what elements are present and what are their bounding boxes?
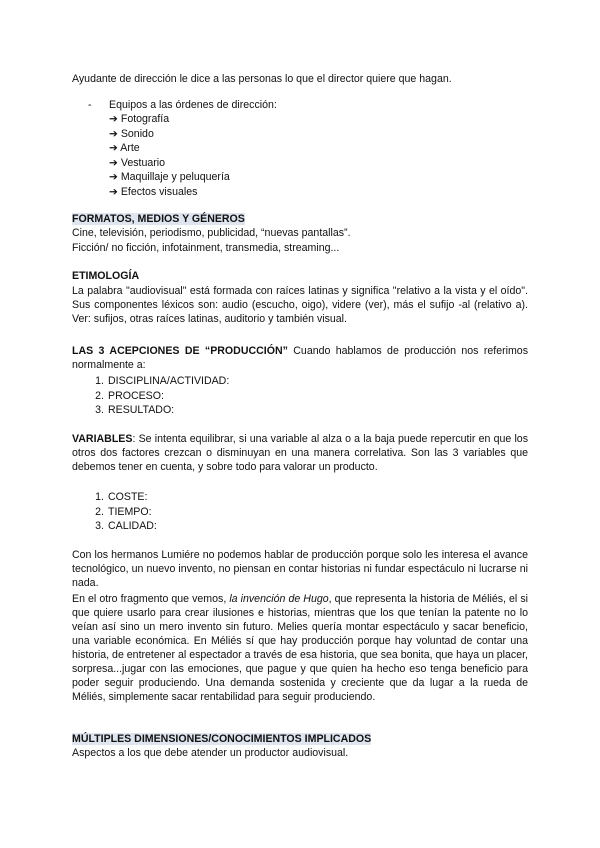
bullet-dash: - xyxy=(88,99,92,111)
dimensiones-text: Aspectos a los que debe atender un productor audiovisual. xyxy=(72,747,349,759)
section-heading-variables: VARIABLES xyxy=(72,433,133,445)
list-item: ➔ Sonido xyxy=(109,127,154,140)
list-item: ➔ Fotografía xyxy=(109,113,170,125)
intro-text: Ayudante de dirección le dice a las personas lo que el director quiere que hagan. xyxy=(72,73,452,85)
list-item: DISCIPLINA/ACTIVIDAD: xyxy=(108,375,230,387)
list-number: 1. xyxy=(95,375,104,387)
arrow-icon: ➔ xyxy=(109,156,118,169)
list-item: PROCESO: xyxy=(108,389,164,402)
arrow-icon: ➔ xyxy=(109,185,118,198)
lumiere-paragraph: Con los hermanos Lumiére no podemos hablar de producción porque solo les interesa el avance tecnológico, un nuevo invento, no piensan en contar historias ni fundar espectáculo ni lucrarse ni nada. xyxy=(72,549,528,589)
equipos-label: Equipos a las órdenes de dirección: xyxy=(109,99,277,111)
variables-paragraph: VARIABLES: Se intenta equilibrar, si una variable al alza o a la baja puede repercutir en que los otros dos factores crezcan o disminuyan en una manera correlativa. Son las 3 variables que debemos tener en cuenta, y sobre todo para valorar un producto. xyxy=(72,433,528,473)
acepciones-paragraph: LAS 3 ACEPCIONES DE “PRODUCCIÓN” Cuando hablamos de producción nos referimos normalmente a: xyxy=(72,345,528,371)
list-item: CALIDAD: xyxy=(108,520,157,532)
section-heading-acepciones: LAS 3 ACEPCIONES DE “PRODUCCIÓN” xyxy=(72,345,288,357)
film-title: la invención de Hugo xyxy=(229,593,329,605)
section-heading-etimologia: ETIMOLOGÍA xyxy=(72,270,140,282)
arrow-icon: ➔ xyxy=(109,142,118,154)
list-item: COSTE: xyxy=(108,491,148,503)
list-item: ➔ Arte xyxy=(109,142,140,154)
section-heading-dimensiones: MÚLTIPLES DIMENSIONES/CONOCIMIENTOS IMPLICADOS xyxy=(72,733,372,745)
section-heading-formatos: FORMATOS, MEDIOS Y GÉNEROS xyxy=(72,213,245,225)
formatos-line-2: Ficción/ no ficción, infotainment, transmedia, streaming... xyxy=(72,242,340,254)
list-number: 2. xyxy=(95,505,104,518)
arrow-icon: ➔ xyxy=(109,171,118,183)
list-item: ➔ Vestuario xyxy=(109,156,166,169)
list-item: RESULTADO: xyxy=(108,404,175,416)
arrow-icon: ➔ xyxy=(109,127,118,140)
list-number: 1. xyxy=(95,491,104,503)
list-number: 3. xyxy=(95,520,104,532)
list-number: 3. xyxy=(95,404,104,416)
etimologia-paragraph: La palabra "audiovisual" está formada con raíces latinas y significa "relativo a la vista y el oído". Sus componentes léxicos son: audio (escucho, oigo), videre (ver), más el sufijo -al (relativo a). Ver: sufijos, otras raíces latinas, auditorio y también visual. xyxy=(72,285,528,325)
list-item: TIEMPO: xyxy=(108,505,152,518)
formatos-line-1: Cine, televisión, periodismo, publicidad, “nuevas pantallas”. xyxy=(72,227,351,239)
melies-paragraph: En el otro fragmento que vemos, la invención de Hugo, que representa la historia de Méliés, el si que quiere usarlo para crear ilusiones e historias, mientras que los que tenían la patente no lo veían así sino un mero invento sin futuro. Melies quería montar espectáculo y sacar beneficio, una variable económica. En Méliés sí que hay producción porque hay voluntad de contar una historia, de entretener al espectador a través de esa historia, que sea bonita, que haya un placer, sorpresa...jugar con las emociones, que pague y que quien ha hecho eso tenga beneficio para poder seguir produciendo. Una demanda sostenida y creciente que da lugar a la rueda de Méliés, simplemente sacar rentabilidad para seguir produciendo. xyxy=(72,593,528,703)
arrow-icon: ➔ xyxy=(109,113,118,125)
list-number: 2. xyxy=(95,389,104,402)
list-item: ➔ Efectos visuales xyxy=(109,185,198,198)
list-item: ➔ Maquillaje y peluquería xyxy=(109,171,230,183)
